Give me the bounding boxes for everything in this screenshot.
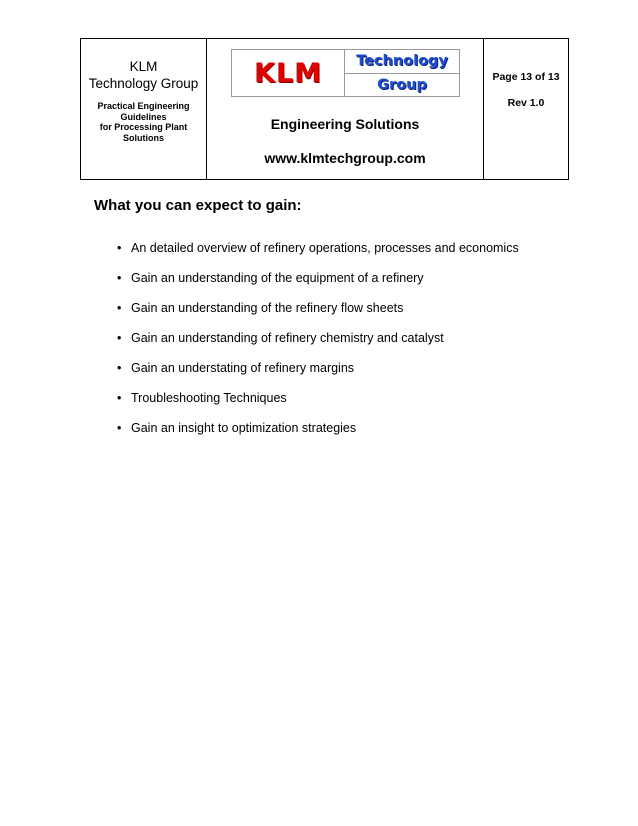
list-item-text: Gain an insight to optimization strategies xyxy=(131,421,357,435)
bullet-icon: • xyxy=(117,361,122,375)
subtitle-line: Guidelines xyxy=(120,111,167,122)
bullet-icon: • xyxy=(117,331,122,345)
list-item xyxy=(117,360,519,390)
logo-group-text: Group xyxy=(377,76,427,93)
bullet-icon: • xyxy=(117,271,122,285)
gains-list xyxy=(117,240,519,450)
list-item-text: Gain an understanding of refinery chemistry and catalyst xyxy=(131,331,444,345)
klm-logo xyxy=(231,49,460,97)
subtitle-line: Practical Engineering xyxy=(97,101,190,111)
logo-klm-text: KLM xyxy=(232,50,345,96)
list-item-text: Gain an understating of refinery margins xyxy=(131,361,355,375)
subtitle-line: for Processing Plant xyxy=(99,122,188,132)
bullet-icon: • xyxy=(117,421,122,435)
company-name xyxy=(81,58,206,92)
list-item xyxy=(117,240,519,270)
list-item xyxy=(117,330,519,360)
revision-label: Rev 1.0 xyxy=(507,97,545,109)
document-header xyxy=(80,38,569,180)
list-item xyxy=(117,390,519,420)
website-url: www.klmtechgroup.com xyxy=(264,150,426,166)
section-heading: What you can expect to gain: xyxy=(94,197,302,214)
list-item-text: Troubleshooting Techniques xyxy=(131,391,287,405)
list-item-text: An detailed overview of refinery operations, processes and economics xyxy=(131,241,519,255)
company-name-line1: KLM xyxy=(129,59,158,74)
list-item xyxy=(117,420,519,450)
document-subtitle xyxy=(83,101,204,143)
list-item-text: Gain an understanding of the refinery flow sheets xyxy=(131,301,404,315)
bullet-icon: • xyxy=(117,391,122,405)
bullet-icon: • xyxy=(117,301,122,315)
tagline: Engineering Solutions xyxy=(270,116,420,132)
logo-technology-text: Technology xyxy=(345,50,459,74)
list-item xyxy=(117,300,519,330)
company-cell xyxy=(81,39,207,179)
company-name-line2: Technology Group xyxy=(88,76,199,91)
page-info-cell xyxy=(484,39,568,179)
list-item xyxy=(117,270,519,300)
subtitle-line: Solutions xyxy=(123,132,164,143)
page-number: Page 13 of 13 xyxy=(492,71,560,83)
logo-cell xyxy=(207,39,484,179)
bullet-icon: • xyxy=(117,241,122,255)
list-item-text: Gain an understanding of the equipment of a refinery xyxy=(131,271,424,285)
